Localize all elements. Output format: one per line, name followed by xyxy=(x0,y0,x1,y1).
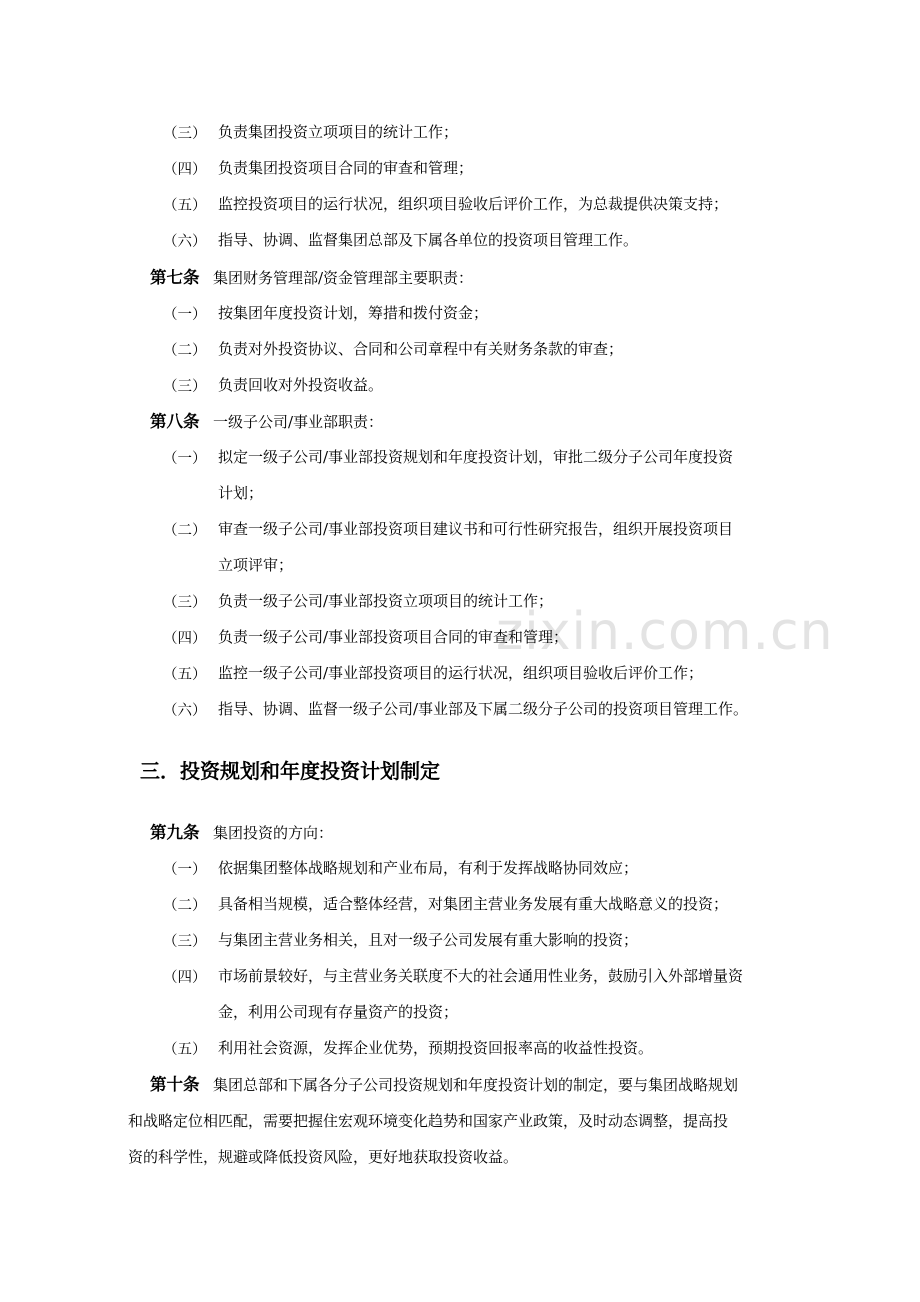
article-label: 第十条 xyxy=(150,1075,200,1094)
item-text: 按集团年度投资计划，筹措和拨付资金； xyxy=(218,304,489,322)
list-item xyxy=(0,849,920,885)
list-item xyxy=(0,330,920,366)
article-description: 集团投资的方向： xyxy=(213,824,334,842)
list-item xyxy=(0,185,920,221)
article-text-line: 和战略定位相匹配，需要把握住宏观环境变化趋势和国家产业政策，及时动态调整，提高投 xyxy=(128,1112,729,1130)
list-item xyxy=(0,885,920,921)
item-text: 监控一级子公司/事业部投资项目的运行状况，组织项目验收后评价工作； xyxy=(218,664,704,682)
list-item xyxy=(0,366,920,402)
item-number: （二） xyxy=(163,343,207,359)
article-7 xyxy=(0,258,920,294)
item-text: 负责对外投资协议、合同和公司章程中有关财务条款的审查； xyxy=(218,340,624,358)
item-number: （四） xyxy=(163,162,207,178)
item-number: （六） xyxy=(163,234,207,250)
item-number: （三） xyxy=(163,595,207,611)
item-number: （六） xyxy=(163,703,207,719)
item-text: 审查一级子公司/事业部投资项目建议书和可行性研究报告，组织开展投资项目 xyxy=(218,520,734,538)
item-number: （一） xyxy=(163,862,207,878)
item-number: （二） xyxy=(163,523,207,539)
item-text-continued: 立项评审； xyxy=(218,556,294,574)
item-text: 利用社会资源，发挥企业优势，预期投资回报率高的收益性投资。 xyxy=(218,1039,654,1057)
item-text: 具备相当规模，适合整体经营，对集团主营业务发展有重大战略意义的投资； xyxy=(218,895,729,913)
item-text-continued: 金，利用公司现有存量资产的投资； xyxy=(218,1003,459,1021)
list-item xyxy=(0,149,920,185)
item-number: （一） xyxy=(163,451,207,467)
list-item xyxy=(0,957,920,1029)
item-number: （三） xyxy=(163,126,207,142)
article-label: 第九条 xyxy=(150,823,200,842)
item-number: （四） xyxy=(163,631,207,647)
item-number: （四） xyxy=(163,970,207,986)
item-text: 负责一级子公司/事业部投资项目合同的审查和管理； xyxy=(218,628,569,646)
list-item xyxy=(0,438,920,510)
watermark: zixin.com.cn xyxy=(496,602,834,662)
list-item xyxy=(0,690,920,726)
list-item xyxy=(0,654,920,690)
article-label: 第八条 xyxy=(150,412,200,431)
article-9 xyxy=(0,813,920,849)
article-description: 一级子公司/事业部职责： xyxy=(213,413,384,431)
list-item xyxy=(0,113,920,149)
item-text: 负责回收对外投资收益。 xyxy=(218,376,384,394)
article-description: 集团财务管理部/资金管理部主要职责： xyxy=(213,269,474,287)
item-text: 依据集团整体战略规划和产业布局，有利于发挥战略协同效应； xyxy=(218,859,639,877)
item-text: 拟定一级子公司/事业部投资规划和年度投资计划，审批二级分子公司年度投资 xyxy=(218,448,734,466)
article-8 xyxy=(0,402,920,438)
article-text-line: 集团总部和下属各分子公司投资规划和年度投资计划的制定，要与集团战略规划 xyxy=(213,1076,739,1094)
item-text: 负责集团投资项目合同的审查和管理； xyxy=(218,159,474,177)
list-item xyxy=(0,618,920,654)
section-heading: 三．投资规划和年度投资计划制定 xyxy=(140,759,440,783)
list-item xyxy=(0,921,920,957)
item-number: （五） xyxy=(163,1042,207,1058)
item-text: 指导、协调、监督一级子公司/事业部及下属二级分子公司的投资项目管理工作。 xyxy=(218,700,749,718)
item-text: 负责一级子公司/事业部投资立项项目的统计工作； xyxy=(218,592,554,610)
list-item xyxy=(0,1029,920,1065)
item-number: （一） xyxy=(163,307,207,323)
item-text-continued: 计划； xyxy=(218,484,264,502)
item-number: （三） xyxy=(163,934,207,950)
article-text-line: 资的科学性，规避或降低投资风险，更好地获取投资收益。 xyxy=(128,1148,519,1166)
item-text: 市场前景较好，与主营业务关联度不大的社会通用性业务，鼓励引入外部增量资 xyxy=(218,967,744,985)
list-item xyxy=(0,582,920,618)
list-item xyxy=(0,510,920,582)
item-number: （三） xyxy=(163,379,207,395)
item-number: （二） xyxy=(163,898,207,914)
item-text: 负责集团投资立项项目的统计工作； xyxy=(218,123,459,141)
article-label: 第七条 xyxy=(150,268,200,287)
article-10 xyxy=(0,1065,920,1101)
item-number: （五） xyxy=(163,198,207,214)
item-number: （五） xyxy=(163,667,207,683)
item-text: 监控投资项目的运行状况，组织项目验收后评价工作，为总裁提供决策支持； xyxy=(218,195,729,213)
list-item xyxy=(0,294,920,330)
item-text: 指导、协调、监督集团总部及下属各单位的投资项目管理工作。 xyxy=(218,231,639,249)
item-text: 与集团主营业务相关，且对一级子公司发展有重大影响的投资； xyxy=(218,931,639,949)
list-item xyxy=(0,221,920,257)
